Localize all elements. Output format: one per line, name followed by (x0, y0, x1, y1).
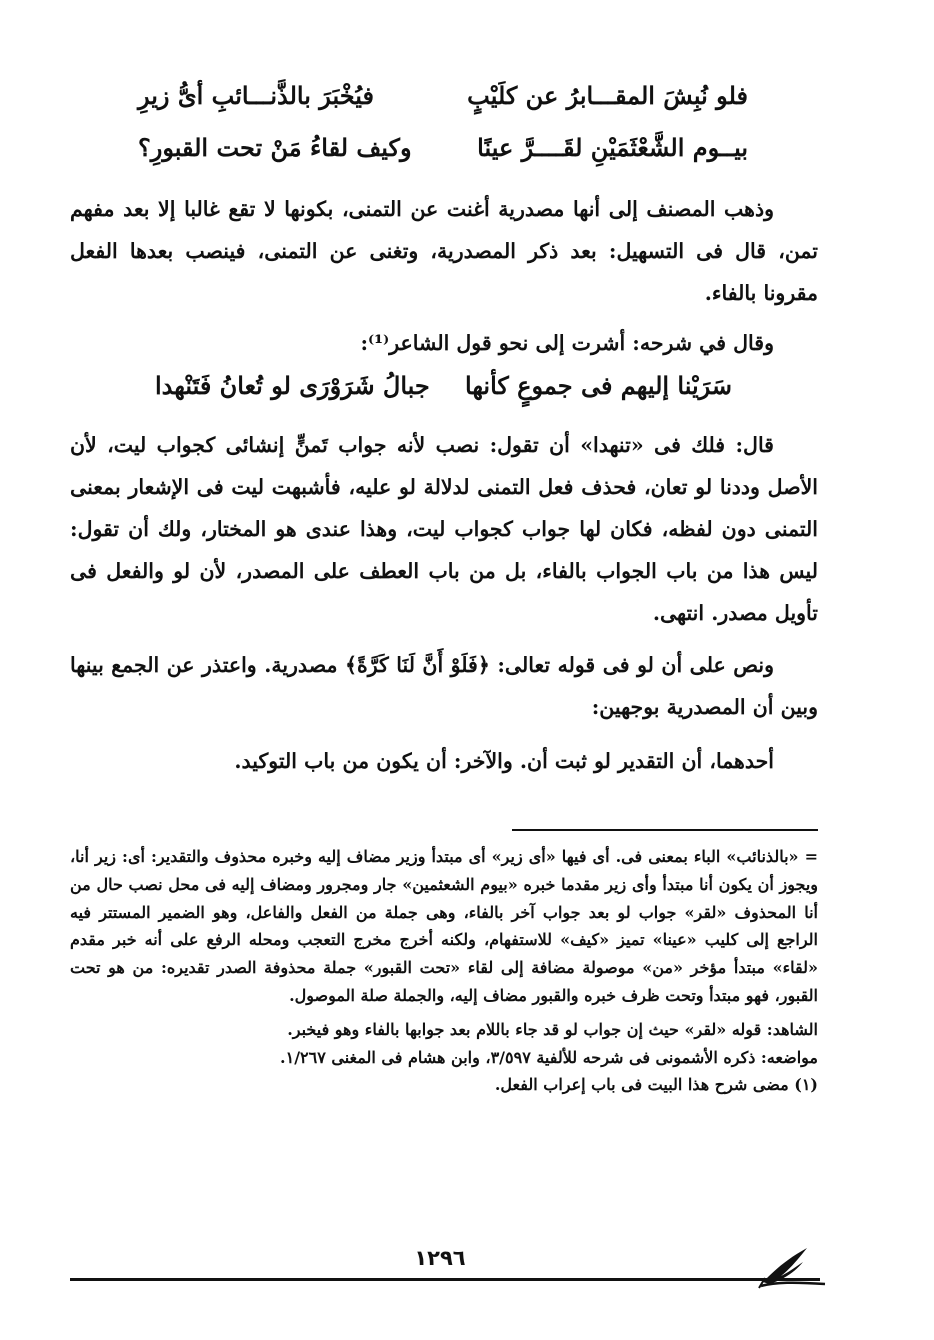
footnote-1: (١) مضى شرح هذا البيت فى باب إعراب الفعل. (494, 1075, 818, 1095)
paragraph-1: وذهب المصنف إلى أنها مصدرية أغنت عن التمنى، بكونها لا تقع غالبا إلا بعد مفهم تمن، قال فى التسهيل: بعد ذكر المصدرية، وتغنى عن التمنى، فينصب بعدها الفعل مقرونا بالفاء. (70, 197, 818, 305)
paragraph-3: قال: فلك فى «تنهدا» أن تقول: نصب لأنه جواب تَمنٍّ إنشائى كجواب ليت، لأن الأصل وددنا لو تعان، فحذف فعل التمنى لدلالة لو عليه، فأشبهت ليت فى الإشعار بمعنى التمنى دون لفظه، فكان لها جواب كجواب ليت، وهذا عندى هو المختار، ولك أن تقول: ليس هذا من باب الجواب بالفاء، بل من باب العطف على المصدر، لأن لو والفعل فى تأويل مصدر. انتهى. (70, 433, 818, 625)
bottom-rule (70, 1278, 820, 1281)
footnote-shahid: الشاهد: قوله «لقر» حيث إن جواب لو قد جاء باللام بعد جوابها بالفاء وهو فيخبر. (287, 1019, 818, 1039)
quill-pen-icon (755, 1242, 830, 1290)
footnote-separator (512, 829, 818, 831)
footnote-continuation: = «بالذنائب» الباء بمعنى فى. أى فيها «أى زير» أى مبتدأ وزير مضاف إليه وخبره محذوف والتقدير: أى: زير أنا، ويجوز أن يكون أنا مبتدأ وأى زير مقدما خبره «بيوم الشعثمين» جار ومجرور ومضاف إليه فى محل نصب حال من أنا المحذوف «لقر» جواب لو بعد جواب آخر بالفاء، وهى جملة من الفعل والفاعل، وهو الضمير المستتر فيه الراجع إلى كليب «عينا» تميز «كيف» للاستفهام، ولكنه أخرج مخرج التعجب ومحله الرفع على أنه خبر مقدم «لقاء» مبتدأ مؤخر «من» موصولة مضافة إلى لقاء «تحت القبور» جملة محذوفة الصدر تقديره: من هو تحت القبور، فهو مبتدأ وتحت ظرف خبره والقبور مضاف إليه، والجملة صلة الموصول. (70, 847, 818, 1005)
verse-1-left-hemistich: فيُخْبَرَ بالذَّنـــائبِ أىُّ زيرِ (138, 81, 374, 110)
verse-2-right-hemistich: بيــوم الشَّعْثَمَيْنِ لقَــــرَّ عينًا (477, 133, 748, 162)
main-text-block-1 (70, 188, 818, 314)
page-number: ١٢٩٦ (414, 1246, 466, 1270)
paragraph-5: أحدهما، أن التقدير لو ثبت أن. والآخر: أن يكون من باب التوكيد. (234, 749, 774, 773)
main-text-block-2 (70, 322, 818, 364)
verse-1-right-hemistich: فلو نُبِشَ المقـــابرُ عن كلَيْبٍ (467, 81, 748, 110)
verse-2-left-hemistich: وكيف لقاءُ مَنْ تحت القبورِ؟ (138, 133, 412, 162)
main-text-block-3 (70, 424, 818, 782)
footnotes (70, 843, 818, 1099)
verse-3-right-hemistich: سَرَيْنا إليهم فى جموعٍ كأنها (465, 371, 732, 400)
footnote-sources: مواضعه: ذكره الأشمونى فى شرحه للألفية ٣/٥٩٧، وابن هشام فى المغنى ١/٢٦٧. (280, 1047, 818, 1067)
paragraph-4: ونص على أن لو فى قوله تعالى: ﴿فَلَوْ أَنَّ لَنَا كَرَّةً﴾ مصدرية. واعتذر عن الجمع بينها وبين أن المصدرية بوجهين: (70, 653, 818, 719)
verse-3-left-hemistich: جبالُ شَرَوْرَى لو تُعانُ فَتَنْهدا (155, 371, 430, 400)
paragraph-2: وقال في شرحه: أشرت إلى نحو قول الشاعر⁽¹⁾: (360, 331, 774, 355)
